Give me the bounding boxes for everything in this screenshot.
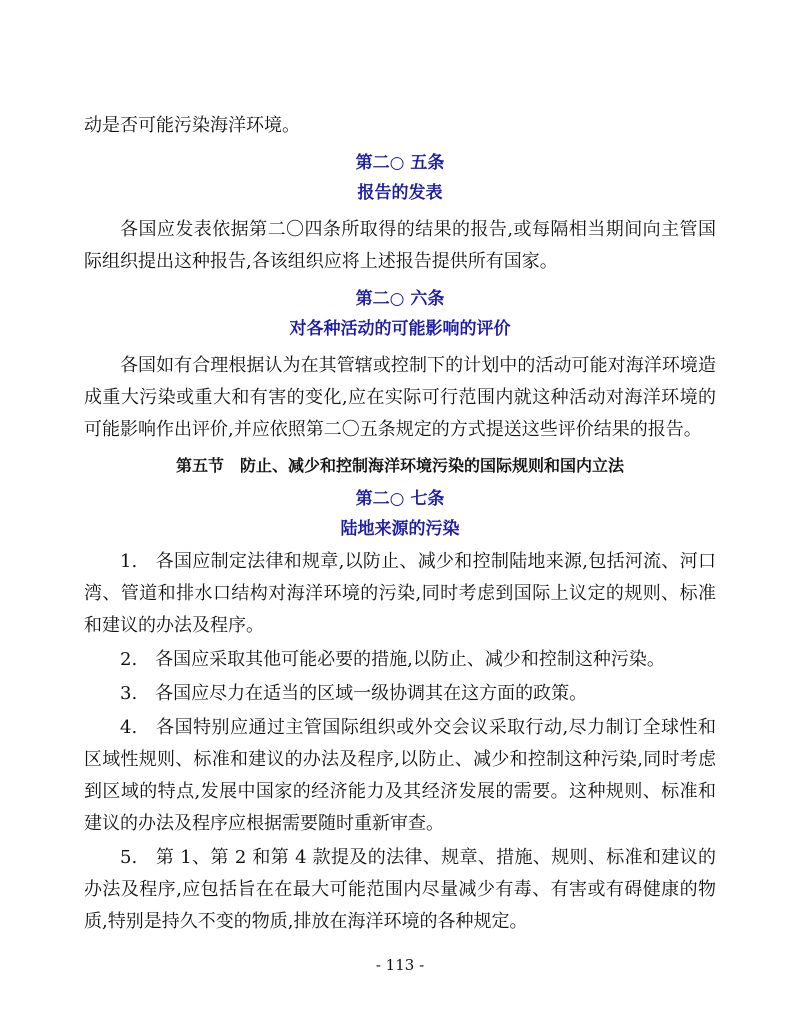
article-206-number: 第二○ 六条	[355, 289, 445, 309]
article-205-title: 报告的发表	[357, 183, 443, 203]
article-206-body: 各国如有合理根据认为在其管辖或控制下的计划中的活动可能对海洋环境造成重大污染或重大和有害的变化,应在实际可行范围内就这种活动对海洋环境的可能影响作出评价,并应依照第二〇五条规定的方式提送这些评价结果的报告。	[84, 355, 716, 440]
article-207-item-3: 3. 各国应尽力在适当的区域一级协调其在这方面的政策。	[120, 683, 588, 704]
article-207-title: 陆地来源的污染	[340, 519, 460, 539]
article-205-number: 第二○ 五条	[355, 153, 445, 173]
article-207-number: 第二○ 七条	[355, 489, 445, 509]
article-206-title: 对各种活动的可能影响的评价	[289, 319, 511, 339]
article-207-item-5: 5. 第 1、第 2 和第 4 款提及的法律、规章、措施、规则、标准和建议的办法及程序,应包括旨在在最大可能范围内尽量减少有毒、有害或有碍健康的物质,特别是持久不变的物质,排放在海洋环境的各种规定。	[84, 847, 716, 932]
article-207-item-2: 2. 各国应采取其他可能必要的措施,以防止、减少和控制这种污染。	[120, 649, 665, 670]
document-page	[84, 110, 716, 938]
article-207-item-4: 4. 各国特别应通过主管国际组织或外交会议采取行动,尽力制订全球性和区域性规则、标准和建议的办法及程序,以防止、减少和控制这种污染,同时考虑到区域的特点,发展中国家的经济能力及其经济发展的需要。这种规则、标准和建议的办法及程序应根据需要随时重新审查。	[84, 717, 716, 834]
section-5-title: 第五节 防止、减少和控制海洋环境污染的国际规则和国内立法	[175, 456, 624, 475]
page-number: - 113 -	[375, 956, 425, 974]
article-205-body: 各国应发表依据第二〇四条所取得的结果的报告,或每隔相当期间向主管国际组织提出这种报告,各该组织应将上述报告提供所有国家。	[84, 219, 716, 272]
intro-paragraph-tail: 动是否可能污染海洋环境。	[84, 115, 300, 136]
article-207-item-1: 1. 各国应制定法律和规章,以防止、减少和控制陆地来源,包括河流、河口湾、管道和排水口结构对海洋环境的污染,同时考虑到国际上议定的规则、标准和建议的办法及程序。	[84, 551, 716, 636]
